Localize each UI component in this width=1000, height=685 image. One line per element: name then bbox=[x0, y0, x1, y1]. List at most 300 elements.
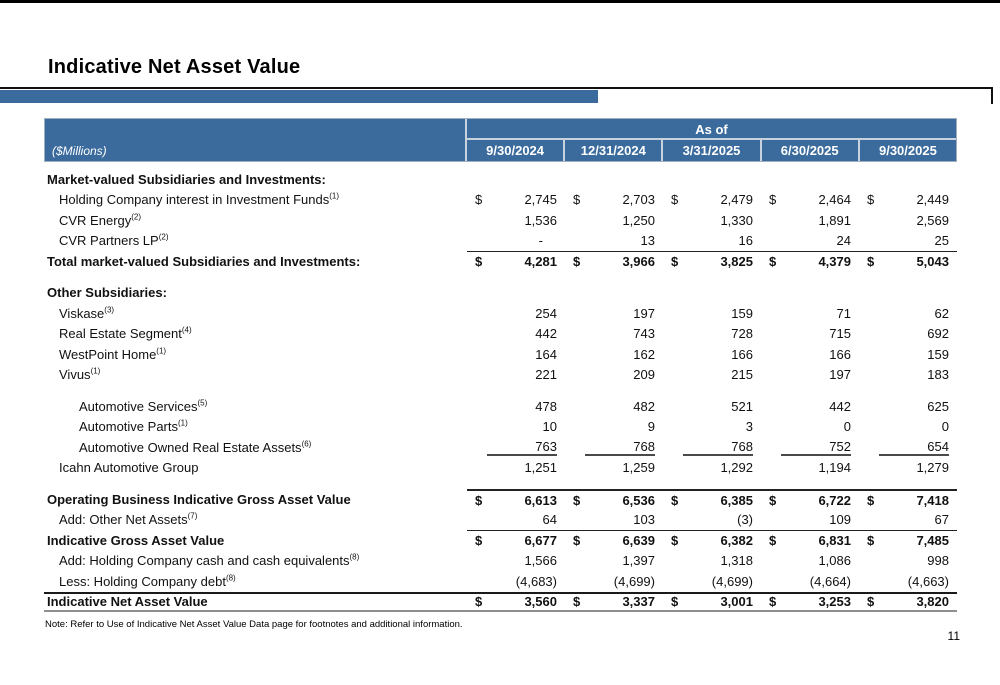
value-cell bbox=[761, 533, 859, 548]
row-values-area bbox=[467, 510, 957, 531]
row-label: Real Estate Segment$^{(4)}$ bbox=[59, 325, 192, 342]
row-label: CVR Partners LP$^{(2)}$ bbox=[59, 232, 169, 249]
date-column-header: 3/31/2025 bbox=[663, 140, 761, 161]
cell-value: 71 bbox=[836, 305, 851, 321]
value-cell bbox=[761, 460, 859, 475]
value-cell bbox=[859, 512, 957, 527]
cell-value: 16 bbox=[738, 233, 753, 249]
value-cell bbox=[663, 553, 761, 568]
cell-value: 6,831 bbox=[818, 533, 851, 549]
date-column-header: 12/31/2024 bbox=[565, 140, 663, 161]
units-label: ($Millions) bbox=[52, 144, 107, 158]
row-label: Market-valued Subsidiaries and Investments: bbox=[47, 171, 326, 187]
dollar-sign: $ bbox=[475, 254, 483, 270]
cell-value: 1,251 bbox=[524, 460, 557, 476]
net-asset-value-table bbox=[44, 118, 957, 612]
footnote-sup: (7) bbox=[187, 511, 198, 521]
value-cell bbox=[761, 594, 859, 609]
cell-value: 3,001 bbox=[720, 594, 753, 610]
cell-value: 692 bbox=[927, 326, 949, 342]
value-cell bbox=[565, 419, 663, 434]
cell-value: 7,485 bbox=[916, 533, 949, 549]
footnote-sup: (6) bbox=[301, 439, 312, 449]
value-cell bbox=[467, 399, 565, 414]
cell-value: 209 bbox=[633, 367, 655, 383]
dollar-sign: $ bbox=[671, 254, 679, 270]
cell-value: 1,086 bbox=[818, 553, 851, 569]
row-values-area bbox=[467, 169, 957, 190]
cell-value: 215 bbox=[731, 367, 753, 383]
cell-value: 998 bbox=[927, 553, 949, 569]
value-cell bbox=[761, 553, 859, 568]
value-cell bbox=[467, 213, 565, 228]
cell-value: (4,699) bbox=[613, 573, 655, 589]
table-row bbox=[44, 210, 957, 231]
value-cell bbox=[761, 439, 859, 456]
row-label: Indicative Gross Asset Value bbox=[47, 532, 225, 548]
cell-value: 166 bbox=[829, 346, 851, 362]
cell-value: 2,569 bbox=[916, 212, 949, 228]
value-cell bbox=[565, 512, 663, 527]
cell-value: 6,613 bbox=[524, 492, 557, 508]
row-spacer bbox=[44, 385, 957, 396]
row-values-area bbox=[467, 365, 957, 386]
value-cell bbox=[761, 254, 859, 269]
cell-value: 1,194 bbox=[818, 460, 851, 476]
value-cell bbox=[467, 594, 565, 609]
cell-value: 183 bbox=[927, 367, 949, 383]
cell-value: 743 bbox=[633, 326, 655, 342]
cell-value: 3,253 bbox=[818, 594, 851, 610]
row-label: Automotive Parts$^{(1)}$ bbox=[79, 418, 188, 435]
value-cell bbox=[663, 399, 761, 414]
value-cell bbox=[663, 460, 761, 475]
row-label: Automotive Owned Real Estate Assets$^{(6)}$ bbox=[79, 439, 312, 455]
cell-value: 10 bbox=[542, 419, 557, 435]
value-cell bbox=[859, 306, 957, 321]
cell-value: 1,397 bbox=[622, 553, 655, 569]
value-cell bbox=[565, 399, 663, 414]
cell-value: 109 bbox=[829, 512, 851, 528]
row-values-area bbox=[467, 396, 957, 417]
cell-value: 1,292 bbox=[720, 460, 753, 476]
value-cell bbox=[467, 553, 565, 568]
cell-value: 1,566 bbox=[524, 553, 557, 569]
dollar-sign: $ bbox=[867, 254, 875, 270]
table-row bbox=[44, 437, 957, 458]
cell-value: 24 bbox=[836, 233, 851, 249]
value-cell bbox=[663, 493, 761, 508]
value-cell bbox=[761, 213, 859, 228]
value-cell bbox=[761, 306, 859, 321]
table-row bbox=[44, 530, 957, 551]
cell-value: 1,250 bbox=[622, 212, 655, 228]
cell-value: 197 bbox=[633, 305, 655, 321]
value-cell bbox=[565, 254, 663, 269]
cell-value: 2,745 bbox=[524, 192, 557, 208]
cell-value: 159 bbox=[731, 305, 753, 321]
dollar-sign: $ bbox=[573, 192, 581, 208]
cell-value: 103 bbox=[633, 512, 655, 528]
footnote-sup: (1) bbox=[90, 366, 101, 376]
value-cell bbox=[761, 399, 859, 414]
cell-value: 625 bbox=[927, 398, 949, 414]
value-cell bbox=[859, 347, 957, 362]
footnote-sup: (8) bbox=[225, 573, 236, 583]
cell-value: (4,664) bbox=[809, 573, 851, 589]
value-cell bbox=[859, 439, 957, 456]
row-label: Add: Other Net Assets$^{(7)}$ bbox=[59, 511, 198, 528]
footnote-sup: (5) bbox=[197, 398, 208, 408]
cell-value: 6,677 bbox=[524, 533, 557, 549]
table-row bbox=[44, 190, 957, 211]
dollar-sign: $ bbox=[769, 254, 777, 270]
table-row bbox=[44, 510, 957, 531]
cell-value: 162 bbox=[633, 346, 655, 362]
cell-value: 164 bbox=[535, 346, 557, 362]
value-cell bbox=[761, 419, 859, 434]
table-row bbox=[44, 592, 957, 613]
dollar-sign: $ bbox=[475, 192, 483, 208]
cell-value: 166 bbox=[731, 346, 753, 362]
dollar-sign: $ bbox=[867, 533, 875, 549]
dollar-sign: $ bbox=[769, 594, 777, 610]
date-columns-row bbox=[467, 140, 956, 161]
value-cell bbox=[565, 460, 663, 475]
dollar-sign: $ bbox=[671, 492, 679, 508]
value-cell bbox=[663, 326, 761, 341]
table-header bbox=[44, 118, 957, 162]
value-cell bbox=[467, 574, 565, 589]
cell-value: 197 bbox=[829, 367, 851, 383]
value-cell bbox=[565, 233, 663, 248]
row-values-area bbox=[467, 283, 957, 304]
row-label: Operating Business Indicative Gross Asset Value bbox=[47, 491, 351, 507]
cell-value: 1,318 bbox=[720, 553, 753, 569]
cell-value: (4,663) bbox=[907, 573, 949, 589]
cell-value: 752 bbox=[781, 439, 851, 456]
dollar-sign: $ bbox=[475, 492, 483, 508]
row-label: Add: Holding Company cash and cash equivalents$^{(8)}$ bbox=[59, 552, 360, 569]
value-cell bbox=[761, 347, 859, 362]
cell-value: 1,891 bbox=[818, 212, 851, 228]
value-cell bbox=[761, 192, 859, 207]
value-cell bbox=[859, 594, 957, 609]
value-cell bbox=[859, 574, 957, 589]
footnote-reference: Note: Refer to Use of Indicative Net Asset Value Data page for footnotes and additional information. bbox=[45, 619, 463, 630]
cell-value: 9 bbox=[647, 419, 655, 435]
value-cell bbox=[565, 213, 663, 228]
cell-value: 2,464 bbox=[818, 192, 851, 208]
cell-value: 6,639 bbox=[622, 533, 655, 549]
cell-value: 254 bbox=[535, 305, 557, 321]
footnote-sup: (1) bbox=[156, 346, 167, 356]
row-values-area bbox=[467, 594, 957, 611]
dollar-sign: $ bbox=[867, 492, 875, 508]
value-cell bbox=[859, 553, 957, 568]
value-cell bbox=[859, 326, 957, 341]
value-cell bbox=[467, 347, 565, 362]
row-values-area bbox=[467, 417, 957, 438]
cell-value: 4,379 bbox=[818, 254, 851, 270]
dollar-sign: $ bbox=[769, 192, 777, 208]
value-cell bbox=[859, 233, 957, 248]
cell-value: (3) bbox=[737, 512, 753, 528]
cell-value: 442 bbox=[535, 326, 557, 342]
value-cell bbox=[761, 367, 859, 382]
row-values-area bbox=[467, 344, 957, 365]
cell-value: 0 bbox=[843, 419, 851, 435]
dollar-sign: $ bbox=[475, 594, 483, 610]
value-cell bbox=[467, 367, 565, 382]
value-cell bbox=[467, 419, 565, 434]
units-header-cell bbox=[45, 119, 467, 161]
row-label: Icahn Automotive Group bbox=[59, 460, 199, 476]
table-row bbox=[44, 417, 957, 438]
table-row bbox=[44, 396, 957, 417]
cell-value: 478 bbox=[535, 398, 557, 414]
value-cell bbox=[565, 347, 663, 362]
value-cell bbox=[663, 233, 761, 248]
value-cell bbox=[663, 533, 761, 548]
value-cell bbox=[565, 367, 663, 382]
dollar-sign: $ bbox=[867, 594, 875, 610]
row-values-area bbox=[467, 458, 957, 479]
dates-header-area bbox=[467, 119, 956, 161]
value-cell bbox=[565, 533, 663, 548]
value-cell bbox=[467, 460, 565, 475]
value-cell bbox=[565, 553, 663, 568]
cell-value: 7,418 bbox=[916, 492, 949, 508]
cell-value: 2,449 bbox=[916, 192, 949, 208]
cell-value: 221 bbox=[535, 367, 557, 383]
table-row bbox=[44, 283, 957, 304]
cell-value: 159 bbox=[927, 346, 949, 362]
value-cell bbox=[761, 574, 859, 589]
value-cell bbox=[859, 399, 957, 414]
row-spacer bbox=[44, 272, 957, 283]
cell-value: 3,560 bbox=[524, 594, 557, 610]
cell-value: 1,330 bbox=[720, 212, 753, 228]
cell-value: (4,699) bbox=[711, 573, 753, 589]
value-cell bbox=[663, 367, 761, 382]
value-cell bbox=[663, 512, 761, 527]
value-cell bbox=[663, 192, 761, 207]
value-cell bbox=[663, 213, 761, 228]
value-cell bbox=[761, 493, 859, 508]
value-cell bbox=[565, 326, 663, 341]
cell-value: 728 bbox=[731, 326, 753, 342]
value-cell bbox=[761, 233, 859, 248]
cell-value: 64 bbox=[542, 512, 557, 528]
cell-value: 6,385 bbox=[720, 492, 753, 508]
row-values-area bbox=[467, 571, 957, 592]
value-cell bbox=[565, 439, 663, 456]
row-label: Vivus$^{(1)}$ bbox=[59, 366, 101, 383]
cell-value: 6,382 bbox=[720, 533, 753, 549]
cell-value: 1,536 bbox=[524, 212, 557, 228]
cell-value: (4,683) bbox=[515, 573, 557, 589]
row-values-area bbox=[467, 489, 957, 510]
table-row bbox=[44, 344, 957, 365]
value-cell bbox=[859, 419, 957, 434]
cell-value: 13 bbox=[640, 233, 655, 249]
cell-value: 67 bbox=[934, 512, 949, 528]
value-cell bbox=[467, 512, 565, 527]
row-label: Holding Company interest in Investment Funds$^{(1)}$ bbox=[59, 191, 340, 208]
table-row bbox=[44, 324, 957, 345]
title-divider-end-tick bbox=[991, 87, 993, 104]
value-cell bbox=[761, 326, 859, 341]
row-label: Automotive Services$^{(5)}$ bbox=[79, 398, 208, 414]
cell-value: 768 bbox=[585, 439, 655, 456]
value-cell bbox=[565, 306, 663, 321]
row-values-area bbox=[467, 251, 957, 272]
row-label: CVR Energy$^{(2)}$ bbox=[59, 212, 142, 228]
value-cell bbox=[467, 326, 565, 341]
dollar-sign: $ bbox=[769, 533, 777, 549]
value-cell bbox=[663, 419, 761, 434]
table-row bbox=[44, 303, 957, 324]
date-column-header: 6/30/2025 bbox=[762, 140, 860, 161]
cell-value: 3,337 bbox=[622, 594, 655, 610]
cell-value: 6,722 bbox=[818, 492, 851, 508]
row-values-area bbox=[467, 551, 957, 572]
row-label: Total market-valued Subsidiaries and Investments: bbox=[47, 253, 361, 269]
cell-value: 3,966 bbox=[622, 254, 655, 270]
cell-value: 3,820 bbox=[916, 594, 949, 610]
dollar-sign: $ bbox=[867, 192, 875, 208]
cell-value: 3,825 bbox=[720, 254, 753, 270]
table-row bbox=[44, 169, 957, 190]
cell-value: 482 bbox=[633, 398, 655, 414]
footnote-sup: (4) bbox=[181, 325, 192, 335]
top-border-rule bbox=[0, 0, 1000, 3]
row-values-area bbox=[467, 324, 957, 345]
row-spacer bbox=[44, 478, 957, 489]
as-of-header: As of bbox=[467, 119, 956, 140]
value-cell bbox=[467, 439, 565, 456]
dollar-sign: $ bbox=[671, 594, 679, 610]
cell-value: 5,043 bbox=[916, 254, 949, 270]
value-cell bbox=[663, 306, 761, 321]
cell-value: 3 bbox=[745, 419, 753, 435]
row-label: Other Subsidiaries: bbox=[47, 285, 167, 301]
value-cell bbox=[663, 347, 761, 362]
row-label: Less: Holding Company debt$^{(8)}$ bbox=[59, 573, 236, 589]
value-cell bbox=[565, 574, 663, 589]
dollar-sign: $ bbox=[475, 533, 483, 549]
value-cell bbox=[663, 574, 761, 589]
cell-value: 25 bbox=[934, 233, 949, 249]
cell-value: 521 bbox=[731, 398, 753, 414]
footnote-sup: (2) bbox=[131, 212, 142, 222]
cell-value: 1,279 bbox=[916, 460, 949, 476]
footnote-sup: (2) bbox=[158, 232, 169, 242]
page-title: Indicative Net Asset Value bbox=[48, 56, 301, 78]
value-cell bbox=[467, 306, 565, 321]
value-cell bbox=[859, 213, 957, 228]
table-row bbox=[44, 551, 957, 572]
cell-value: 2,479 bbox=[720, 192, 753, 208]
value-cell bbox=[859, 367, 957, 382]
table-body bbox=[44, 162, 957, 612]
cell-value: 2,703 bbox=[622, 192, 655, 208]
value-cell bbox=[859, 254, 957, 269]
table-row bbox=[44, 489, 957, 510]
value-cell bbox=[859, 493, 957, 508]
table-row bbox=[44, 231, 957, 252]
row-values-area bbox=[467, 190, 957, 211]
cell-value: 763 bbox=[487, 439, 557, 456]
date-column-header: 9/30/2025 bbox=[878, 143, 937, 158]
title-divider-line bbox=[0, 87, 993, 89]
table-row bbox=[44, 458, 957, 479]
footnote-sup: (8) bbox=[349, 552, 360, 562]
row-label: WestPoint Home$^{(1)}$ bbox=[59, 346, 167, 362]
cell-value: 768 bbox=[683, 439, 753, 456]
cell-value: 6,536 bbox=[622, 492, 655, 508]
dollar-sign: $ bbox=[671, 192, 679, 208]
value-cell bbox=[565, 192, 663, 207]
value-cell bbox=[467, 233, 565, 248]
table-row bbox=[44, 251, 957, 272]
value-cell bbox=[859, 192, 957, 207]
value-cell bbox=[467, 192, 565, 207]
table-row bbox=[44, 571, 957, 592]
cell-value: 1,259 bbox=[622, 460, 655, 476]
value-cell bbox=[859, 533, 957, 548]
page-number: 11 bbox=[947, 629, 960, 643]
row-values-area bbox=[467, 303, 957, 324]
dollar-sign: $ bbox=[769, 492, 777, 508]
cell-value: 654 bbox=[879, 439, 949, 456]
cell-value: 442 bbox=[829, 398, 851, 414]
cell-value: 0 bbox=[941, 419, 949, 435]
date-column-header: 9/30/2024 bbox=[467, 140, 565, 161]
cell-value: 62 bbox=[934, 305, 949, 321]
row-values-area bbox=[467, 437, 957, 458]
footnote-sup: (1) bbox=[329, 191, 340, 201]
row-label: Viskase$^{(3)}$ bbox=[59, 305, 115, 321]
cell-value: 715 bbox=[829, 326, 851, 342]
value-cell bbox=[565, 493, 663, 508]
value-cell bbox=[467, 493, 565, 508]
value-cell bbox=[565, 594, 663, 609]
value-cell bbox=[467, 533, 565, 548]
dollar-sign: $ bbox=[573, 492, 581, 508]
row-values-area bbox=[467, 530, 957, 551]
table-row bbox=[44, 365, 957, 386]
dollar-sign: $ bbox=[573, 594, 581, 610]
title-accent-bar bbox=[0, 90, 598, 103]
dollar-sign: $ bbox=[573, 254, 581, 270]
footnote-sup: (3) bbox=[104, 305, 115, 315]
value-cell bbox=[663, 254, 761, 269]
row-label: Indicative Net Asset Value bbox=[47, 594, 208, 610]
value-cell bbox=[663, 439, 761, 456]
cell-value: 4,281 bbox=[524, 254, 557, 270]
cell-value: - bbox=[538, 233, 543, 249]
dollar-sign: $ bbox=[671, 533, 679, 549]
dollar-sign: $ bbox=[573, 533, 581, 549]
footnote-sup: (1) bbox=[178, 418, 188, 428]
row-values-area bbox=[467, 231, 957, 252]
value-cell bbox=[467, 254, 565, 269]
row-values-area bbox=[467, 210, 957, 231]
value-cell bbox=[859, 460, 957, 475]
value-cell bbox=[761, 512, 859, 527]
